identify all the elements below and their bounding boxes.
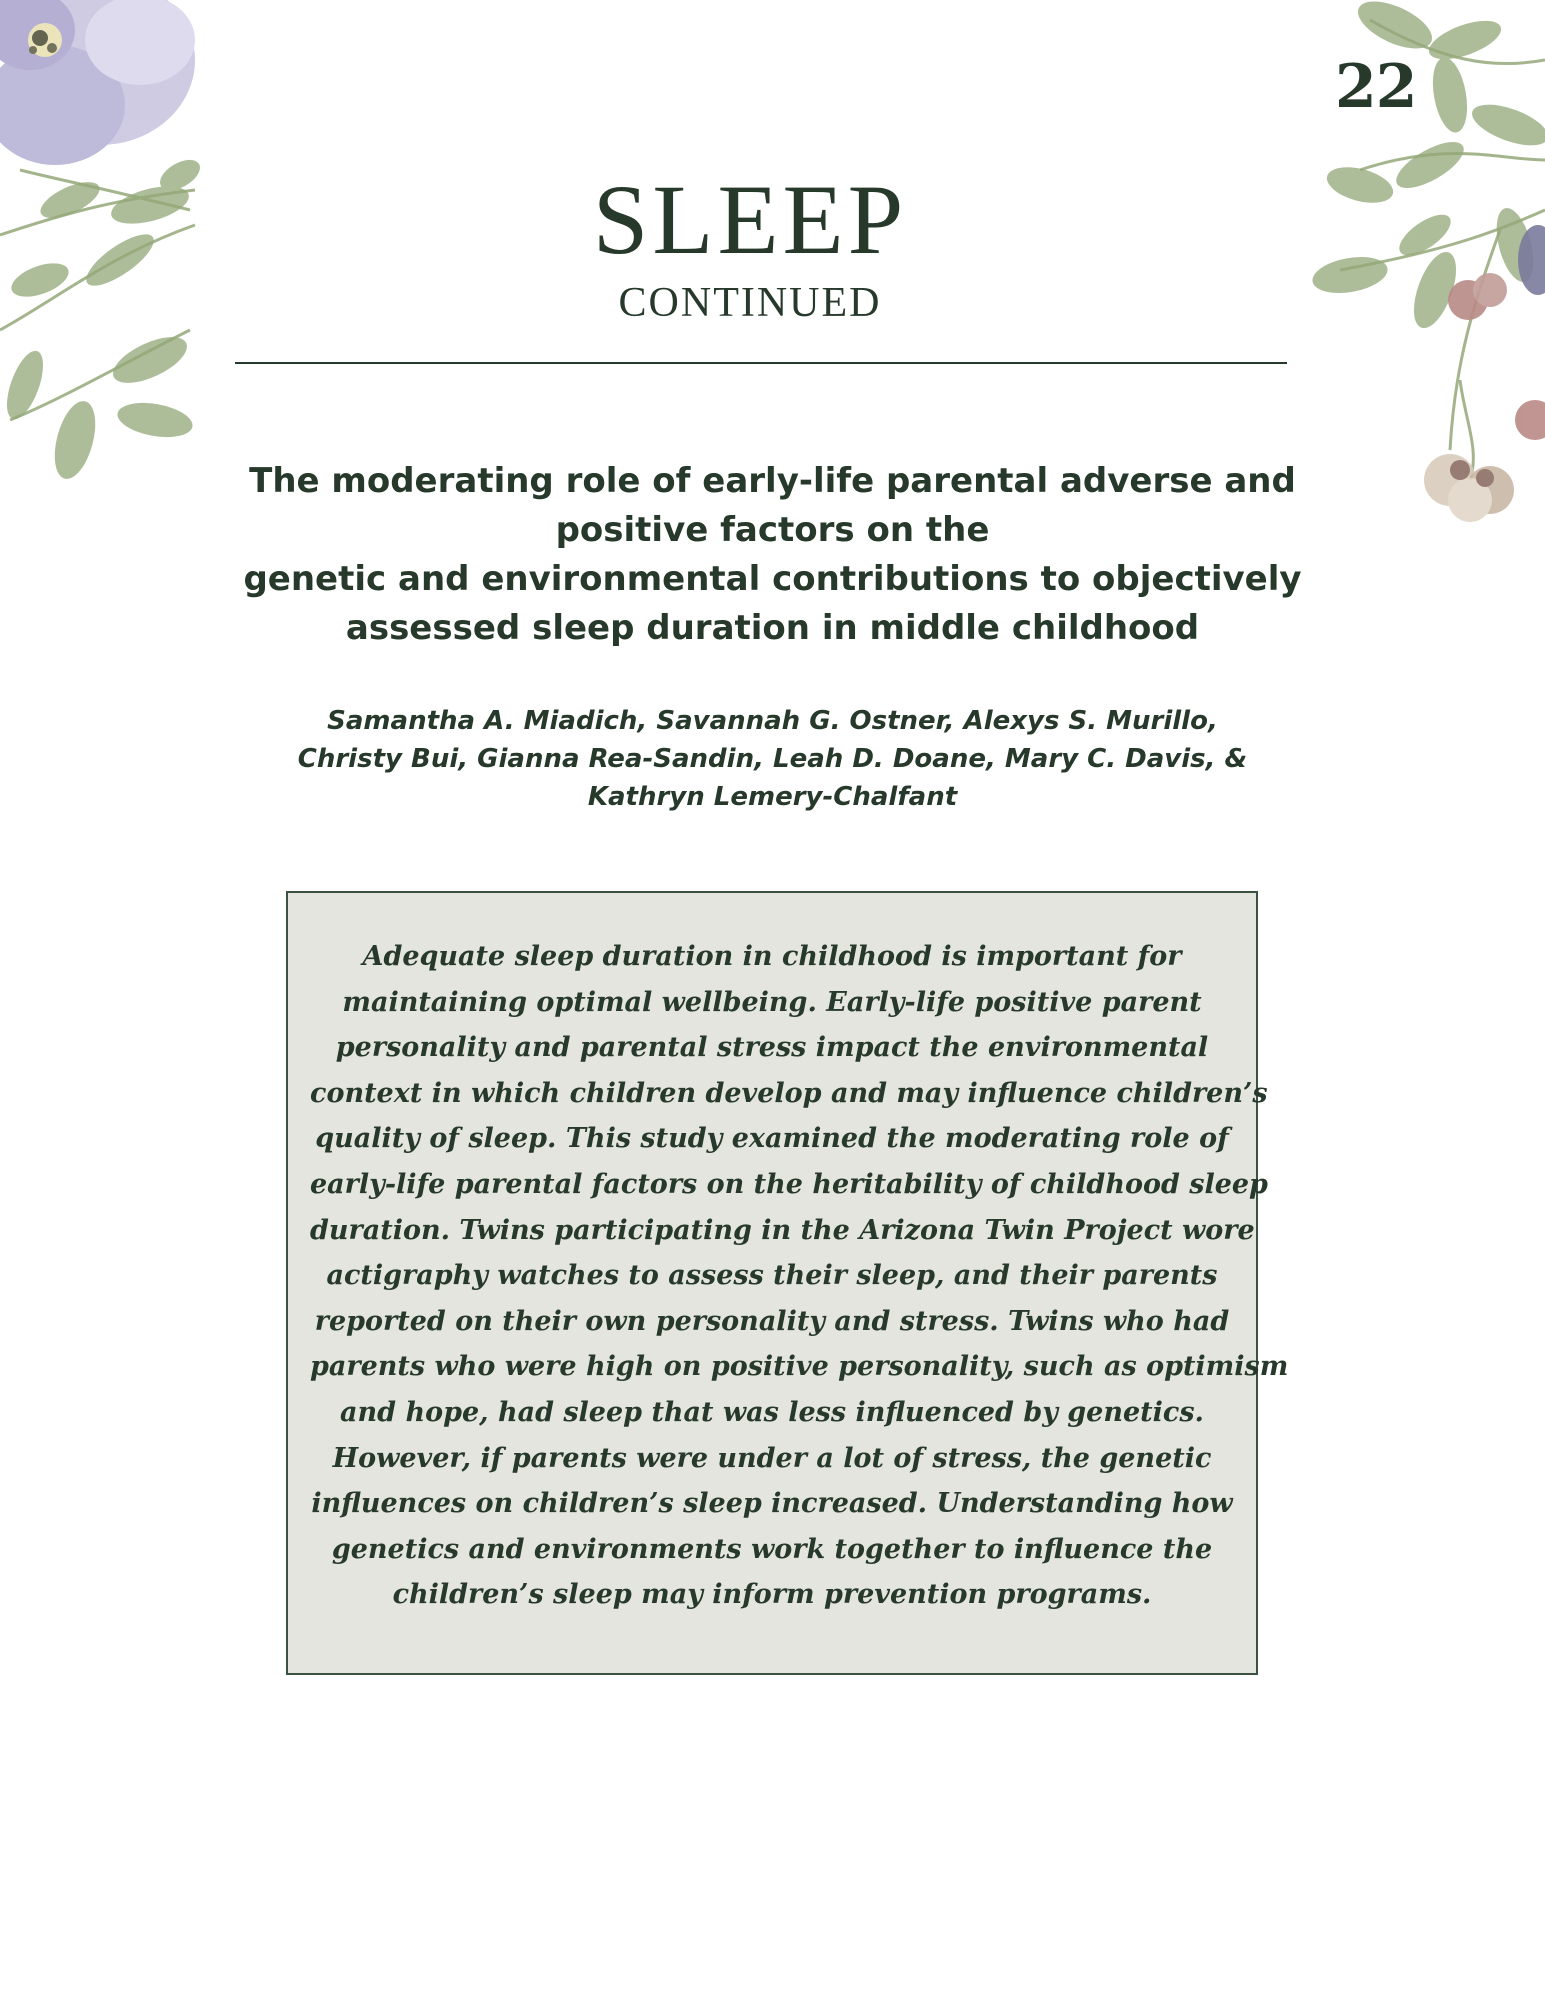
abstract-line: influences on children’s sleep increased. Understanding how — [311, 1488, 1233, 1520]
abstract-box — [286, 891, 1289, 1675]
abstract-line: However, if parents were under a lot of stress, the genetic — [332, 1442, 1212, 1474]
abstract-line: personality and parental stress impact the environmental — [335, 1032, 1209, 1064]
abstract-text — [310, 934, 1289, 1618]
article-title-line: genetic and environmental contributions to objectively — [243, 559, 1302, 599]
article-title — [240, 457, 1305, 653]
section-title: SLEEP — [592, 164, 908, 275]
abstract-line: maintaining optimal wellbeing. Early-life positive parent — [342, 986, 1202, 1018]
abstract-line: Adequate sleep duration in childhood is important for — [362, 941, 1182, 972]
section-subtitle: CONTINUED — [618, 280, 882, 326]
abstract-line: genetics and environments work together to influence the — [331, 1533, 1213, 1565]
article-title-line: positive factors on the — [555, 510, 990, 550]
abstract-line: quality of sleep. This study examined the moderating role of — [315, 1123, 1229, 1155]
abstract-line: early-life parental factors on the heritability of childhood sleep — [310, 1168, 1268, 1200]
abstract-line: children’s sleep may inform prevention programs. — [392, 1579, 1152, 1611]
abstract-line: and hope, had sleep that was less influenced by genetics. — [340, 1396, 1204, 1428]
header-divider — [235, 362, 1287, 364]
article-title-line: assessed sleep duration in middle childhood — [345, 608, 1200, 648]
abstract-line: context in which children develop and may influence children’s — [310, 1077, 1268, 1109]
article-title-line: The moderating role of early-life parental adverse and — [249, 461, 1296, 501]
abstract-line: duration. Twins participating in the Arizona Twin Project wore — [310, 1214, 1255, 1246]
abstract-line: actigraphy watches to assess their sleep, and their parents — [326, 1260, 1218, 1292]
page-number: 22 — [1335, 52, 1417, 122]
abstract-line: reported on their own personality and stress. Twins who had — [314, 1305, 1230, 1337]
abstract-line: parents who were high on positive personality, such as optimism — [310, 1351, 1289, 1383]
article-authors: Samantha A. Miadich, Savannah G. Ostner, Alexys S. Murillo, Christy Bui, Gianna Rea-Sandin, Leah D. Doane, Mary C. Davis, & Kathryn Lemery-Chalfant — [297, 706, 1248, 812]
